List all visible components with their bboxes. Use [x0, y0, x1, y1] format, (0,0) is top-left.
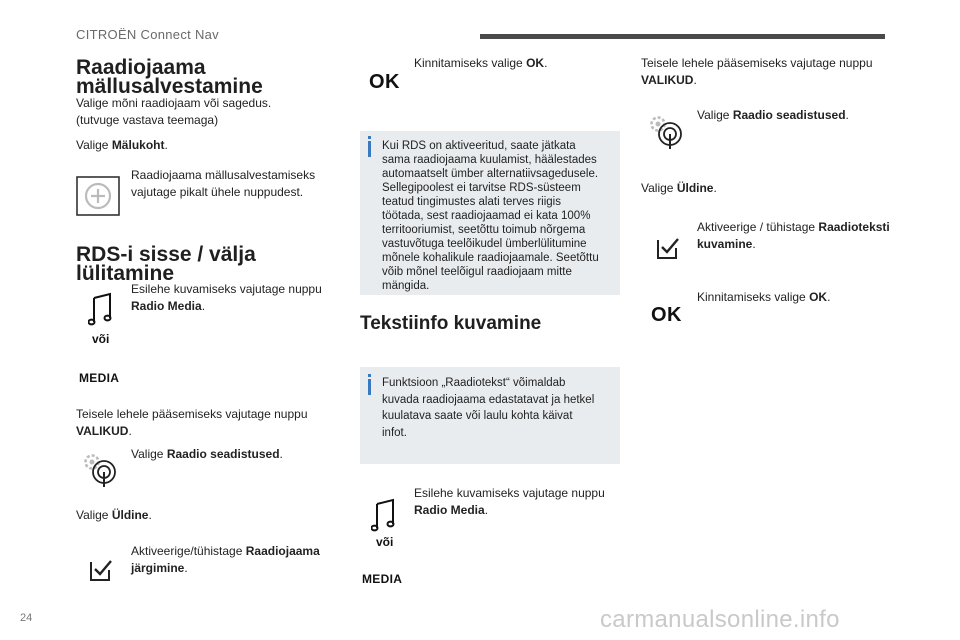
step-radio-media-2: Esilehe kuvamiseks vajutage nuppu Radio Media.: [414, 486, 605, 517]
or-label: või: [92, 332, 110, 346]
info-line: teatud tingimustes alati terves riigis: [382, 196, 561, 208]
step-confirm-ok: Kinnitamiseks valige OK.: [414, 56, 548, 70]
step-options: Teisele lehele pääsemiseks vajutage nuppu VALIKUD.: [76, 407, 308, 438]
step-confirm-ok-2: Kinnitamiseks valige OK.: [697, 290, 831, 304]
step-select-memory: Valige Mälukoht.: [76, 138, 168, 152]
info-line: vastuvõtuga teelõikudel ümberlülitumine: [382, 238, 587, 250]
media-button-label: MEDIA: [362, 572, 403, 586]
info-line: Kui RDS on aktiveeritud, saate jätkata: [382, 140, 576, 152]
info-line: mängida.: [382, 280, 430, 292]
header-bar: [480, 34, 885, 39]
ok-button-label: OK: [369, 71, 400, 93]
or-label: või: [376, 535, 394, 549]
info-line: infot.: [382, 426, 407, 439]
step-radio-media: Esilehe kuvamiseks vajutage nuppu Radio Media.: [131, 282, 322, 313]
step-station-follow: Aktiveerige/tühistage Raadiojaama järgimine.: [131, 544, 320, 575]
info-line: Funktsioon „Raadiotekst“ võimaldab: [382, 377, 566, 389]
step-radiotext-display: Aktiveerige / tühistage Raadioteksti kuvamine.: [697, 220, 890, 251]
section-title-rds: RDS-i sisse / välja lülitamine: [76, 243, 256, 285]
info-line: kuvada raadiojaama edastatavat ja hetkel: [382, 393, 595, 406]
info-line: Sellegipoolest ei tarvitse RDS-süsteem: [382, 182, 581, 194]
plus-icon: [76, 176, 120, 216]
info-radiotext-text: [382, 375, 618, 441]
section-title-memory: Raadiojaama mällusalvestamine: [76, 56, 263, 98]
info-rds-text: [382, 139, 618, 293]
ok-button-label: OK: [651, 304, 682, 326]
info-line: kuulatava saate või laulu kohta käivat: [382, 410, 573, 422]
info-line: sama raadiojaama kuulamist, häälestades: [382, 154, 597, 166]
info-line: töötada, sest raadiojaamad ei kata 100%: [382, 210, 591, 222]
radio-settings-icon: [82, 452, 122, 488]
info-line: automaatselt ümber alternatiivsagedusele.: [382, 168, 599, 180]
watermark: carmanualsonline.info: [600, 606, 840, 633]
music-note-icon: [88, 292, 114, 326]
step-radio-settings: Valige Raadio seadistused.: [131, 447, 283, 461]
checkbox-icon: [656, 236, 680, 260]
checkbox-icon: [89, 558, 113, 582]
section-title-text-info: Tekstiinfo kuvamine: [360, 313, 542, 334]
step-options-2: Teisele lehele pääsemiseks vajutage nuppu VALIKUD.: [641, 56, 873, 87]
info-line: võib mõnel teelõigul raadiojaam mitte: [382, 266, 572, 278]
music-note-icon: [371, 498, 397, 532]
step-radio-settings-2: Valige Raadio seadistused.: [697, 108, 849, 122]
info-box-radiotext: [360, 367, 620, 464]
step-long-press: Raadiojaama mällusalvestamiseks vajutage pikalt ühele nuppudest.: [131, 168, 316, 199]
info-line: territooriumist, seetõttu toimub nõrgema: [382, 224, 586, 236]
radio-settings-icon: [648, 114, 688, 150]
media-button-label: MEDIA: [79, 371, 120, 385]
step-general-2: Valige Üldine.: [641, 181, 717, 195]
info-icon: [368, 379, 371, 395]
info-box-rds: [360, 131, 620, 295]
page-number: 24: [20, 612, 33, 624]
info-line: mõnele kohalikule raadiojaamale. Seetõttu: [382, 252, 599, 264]
step-general: Valige Üldine.: [76, 508, 152, 522]
info-icon: [368, 141, 371, 157]
manual-header-title: CITROËN Connect Nav: [76, 27, 219, 42]
memory-intro: Valige mõni raadiojaam või sagedus. (tutvuge vastava teemaga): [76, 96, 272, 127]
